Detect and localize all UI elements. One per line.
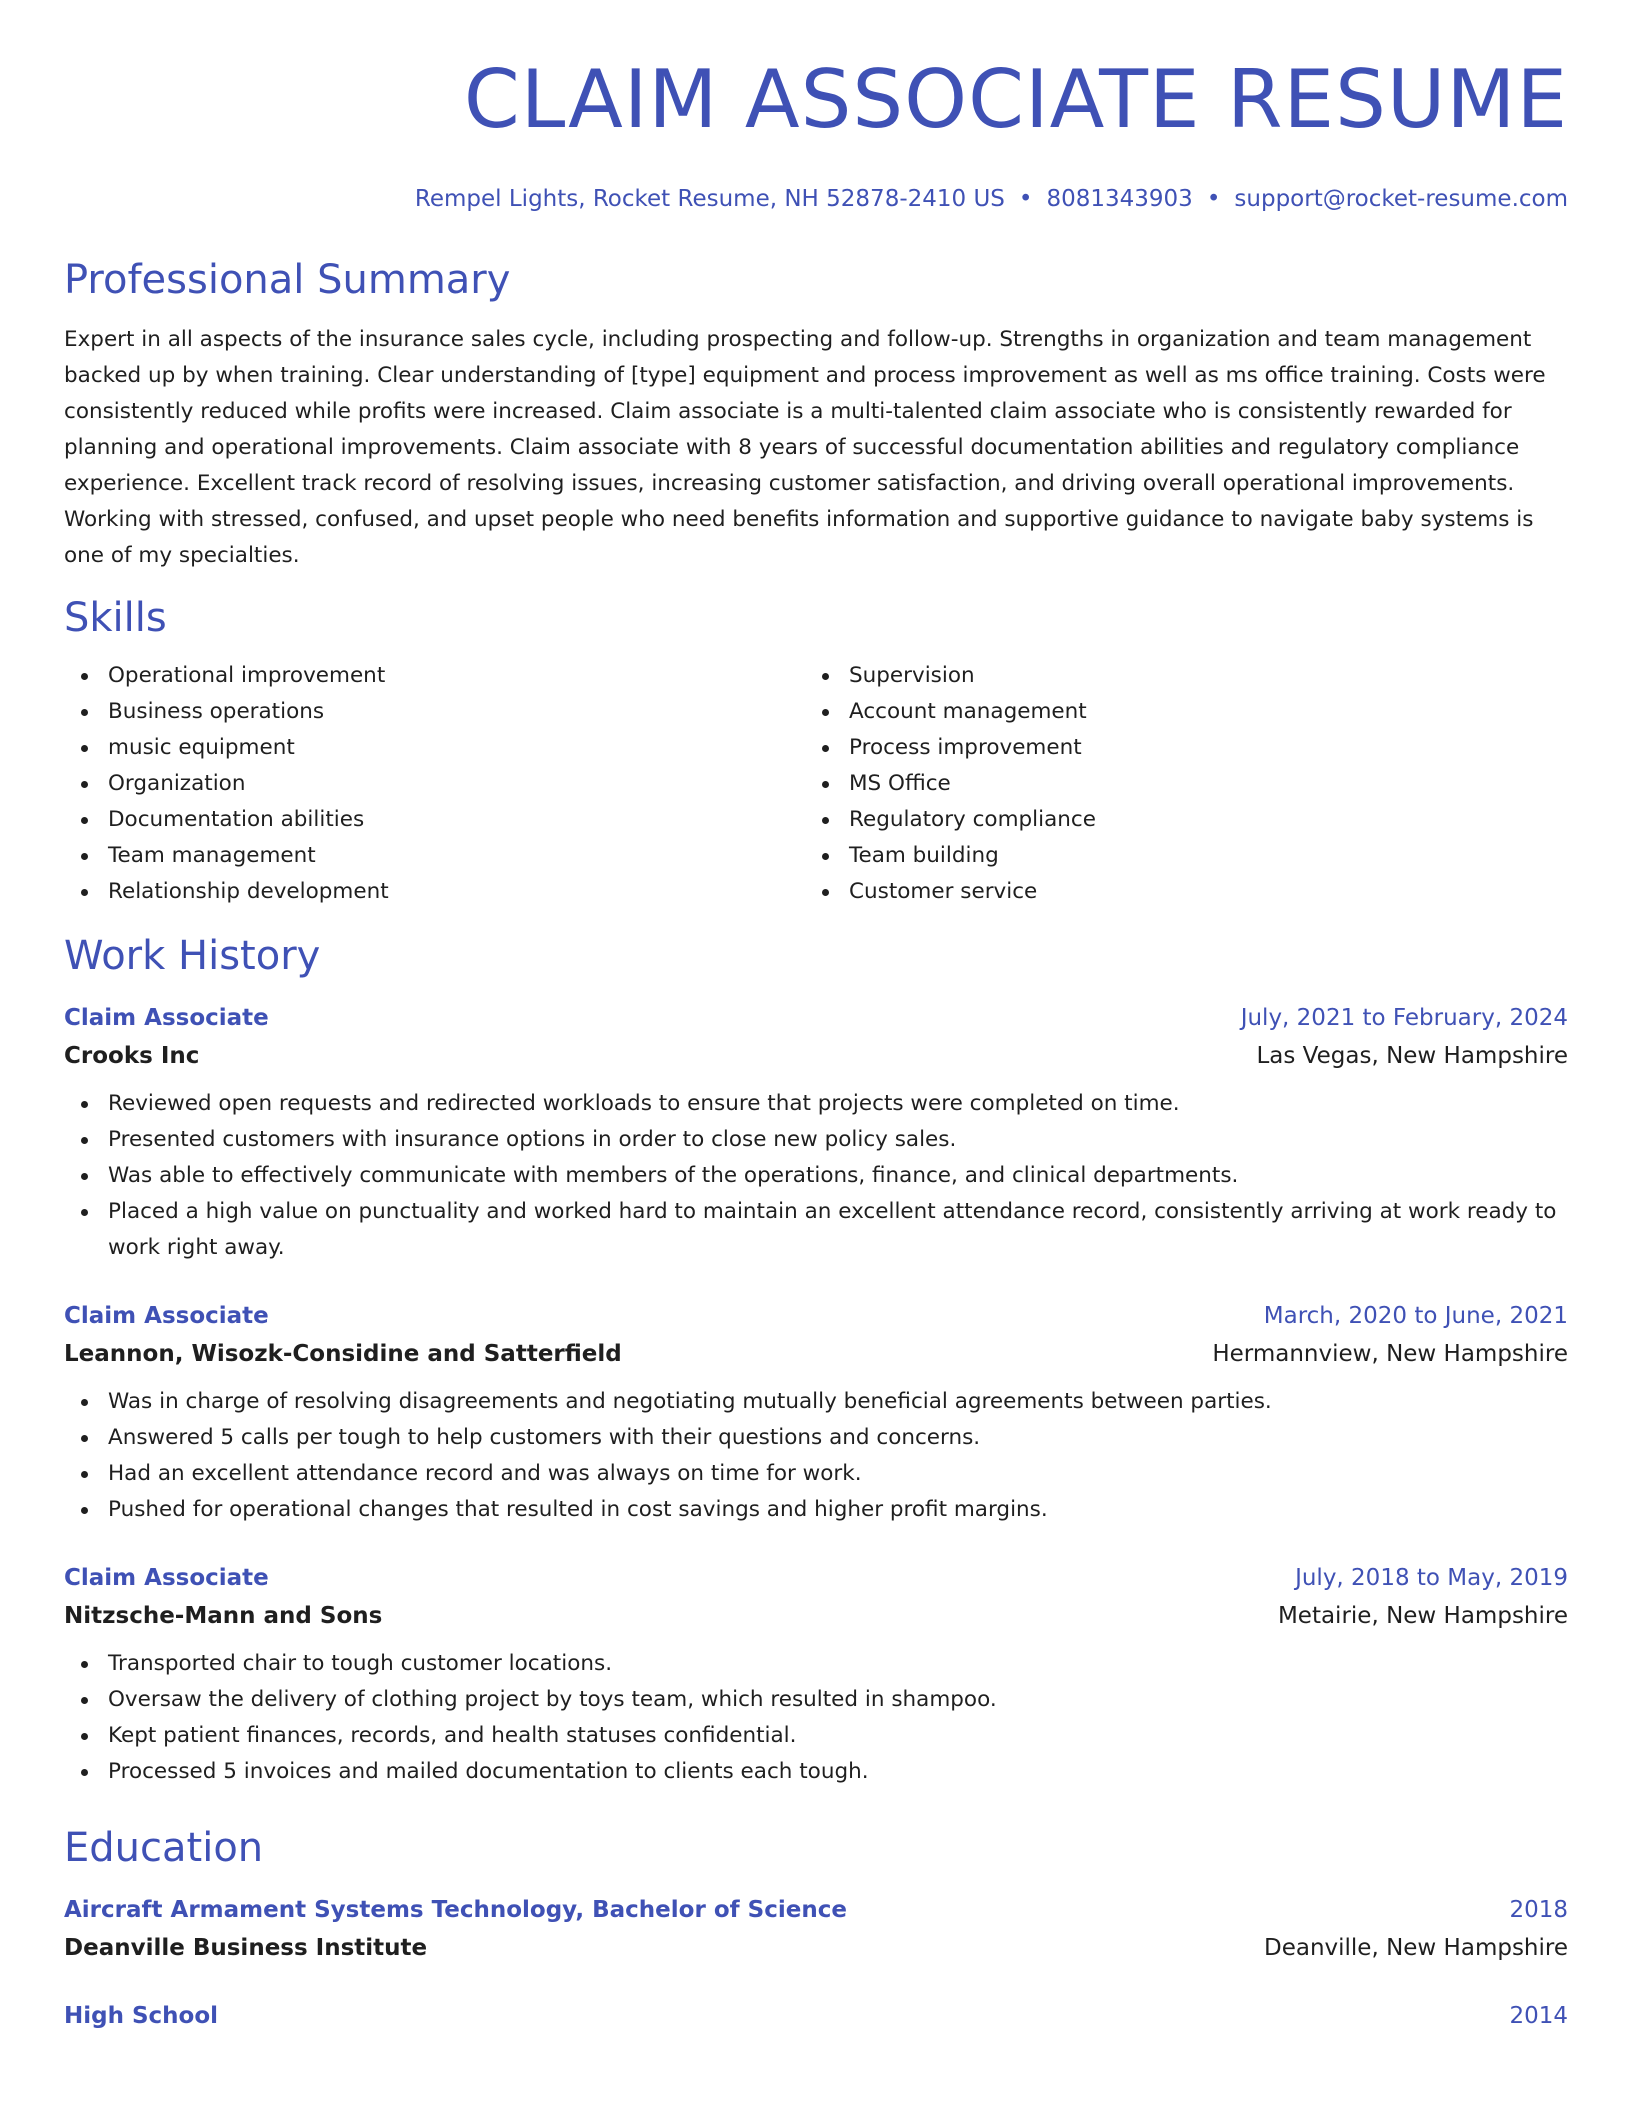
job-location: Las Vegas, New Hampshire [1256,1043,1568,1069]
education-section [64,1824,1568,2034]
job-title: Claim Associate [64,1005,269,1031]
skill-item: Organization [64,766,805,802]
job-bullet: Pushed for operational changes that resulted in cost savings and higher profit margins. [64,1492,1568,1528]
skill-item: Team building [805,838,1546,874]
job-entry [64,1560,1568,1790]
job-bullets [64,1086,1568,1266]
job-bullet: Reviewed open requests and redirected workloads to ensure that projects were completed on time. [64,1086,1568,1122]
skill-item: Customer service [805,874,1546,910]
job-bullet: Was able to effectively communicate with members of the operations, finance, and clinical departments. [64,1158,1568,1194]
education-degree: Aircraft Armament Systems Technology, Bachelor of Science [64,1897,847,1923]
work-history-section [64,932,1568,1790]
skill-item: music equipment [64,730,805,766]
contact-line [64,184,1568,214]
job-entry [64,1298,1568,1528]
job-title: Claim Associate [64,1303,269,1329]
skills-list-left [64,658,805,910]
job-company: Crooks Inc [64,1043,200,1069]
education-year: 2018 [1509,1897,1568,1923]
job-dates: March, 2020 to June, 2021 [1263,1303,1568,1329]
contact-address: Rempel Lights, Rocket Resume, NH 52878-2410 US [414,186,1005,212]
skills-list-right [805,658,1546,910]
contact-phone[interactable]: 8081343903 [1046,186,1193,212]
work-history-heading: Work History [64,933,321,979]
summary-text: Expert in all aspects of the insurance sales cycle, including prospecting and follow-up. Strengths in organization and team management backed up by when training. Clear understanding of [type] equipment and process improvement as well as ms office training. Costs were consistently reduced while profits were increased. Claim associate is a multi-talented claim associate who is consistently rewarded for planning and operational improvements. Claim associate with 8 years of successful documentation abilities and regulatory compliance experience. Excellent track record of resolving issues, increasing customer satisfaction, and driving overall operational improvements. Working with stressed, confused, and upset people who need benefits information and supportive guidance to navigate baby systems is one of my specialties. [64,327,1546,568]
job-entry [64,1000,1568,1266]
job-bullets [64,1384,1568,1528]
summary-heading: Professional Summary [64,257,511,303]
skill-item: Regulatory compliance [805,802,1546,838]
job-location: Hermannview, New Hampshire [1212,1341,1568,1367]
job-bullet: Kept patient finances, records, and health statuses confidential. [64,1718,1568,1754]
job-bullets [64,1646,1568,1790]
contact-email[interactable]: support@rocket-resume.com [1234,186,1568,212]
skill-item: Operational improvement [64,658,805,694]
resume-header [64,0,1568,214]
skills-section [64,594,1568,910]
education-entry [64,1998,1568,2034]
job-bullet: Had an excellent attendance record and was always on time for work. [64,1456,1568,1492]
skill-item: Account management [805,694,1546,730]
contact-separator: • [1206,186,1221,212]
job-bullet: Transported chair to tough customer locations. [64,1646,1568,1682]
education-school: Deanville Business Institute [64,1935,428,1961]
skill-item: MS Office [805,766,1546,802]
job-dates: July, 2018 to May, 2019 [1295,1565,1568,1591]
skill-item: Business operations [64,694,805,730]
education-entry [64,1892,1568,1968]
job-bullet: Oversaw the delivery of clothing project by toys team, which resulted in shampoo. [64,1682,1568,1718]
skill-item: Supervision [805,658,1546,694]
job-bullet: Was in charge of resolving disagreements and negotiating mutually beneficial agreements between parties. [64,1384,1568,1420]
contact-separator: • [1018,186,1033,212]
job-bullet: Processed 5 invoices and mailed documentation to clients each tough. [64,1754,1568,1790]
job-location: Metairie, New Hampshire [1277,1603,1568,1629]
job-company: Nitzsche-Mann and Sons [64,1603,383,1629]
skill-item: Relationship development [64,874,805,910]
skills-columns [64,658,1568,910]
skill-item: Documentation abilities [64,802,805,838]
skills-heading: Skills [64,595,167,641]
job-bullet: Answered 5 calls per tough to help customers with their questions and concerns. [64,1420,1568,1456]
summary-section [64,256,1568,574]
education-degree: High School [64,2003,219,2029]
education-heading: Education [64,1825,264,1871]
skill-item: Process improvement [805,730,1546,766]
education-year: 2014 [1509,2003,1568,2029]
skill-item: Team management [64,838,805,874]
job-dates: July, 2021 to February, 2024 [1240,1005,1568,1031]
job-bullet: Presented customers with insurance options in order to close new policy sales. [64,1122,1568,1158]
job-bullet: Placed a high value on punctuality and worked hard to maintain an excellent attendance record, consistently arriving at work ready to work right away. [64,1194,1568,1266]
resume-title: CLAIM ASSOCIATE RESUME [463,53,1568,146]
job-title: Claim Associate [64,1565,269,1591]
job-company: Leannon, Wisozk-Considine and Satterfield [64,1341,622,1367]
education-location: Deanville, New Hampshire [1263,1935,1568,1961]
